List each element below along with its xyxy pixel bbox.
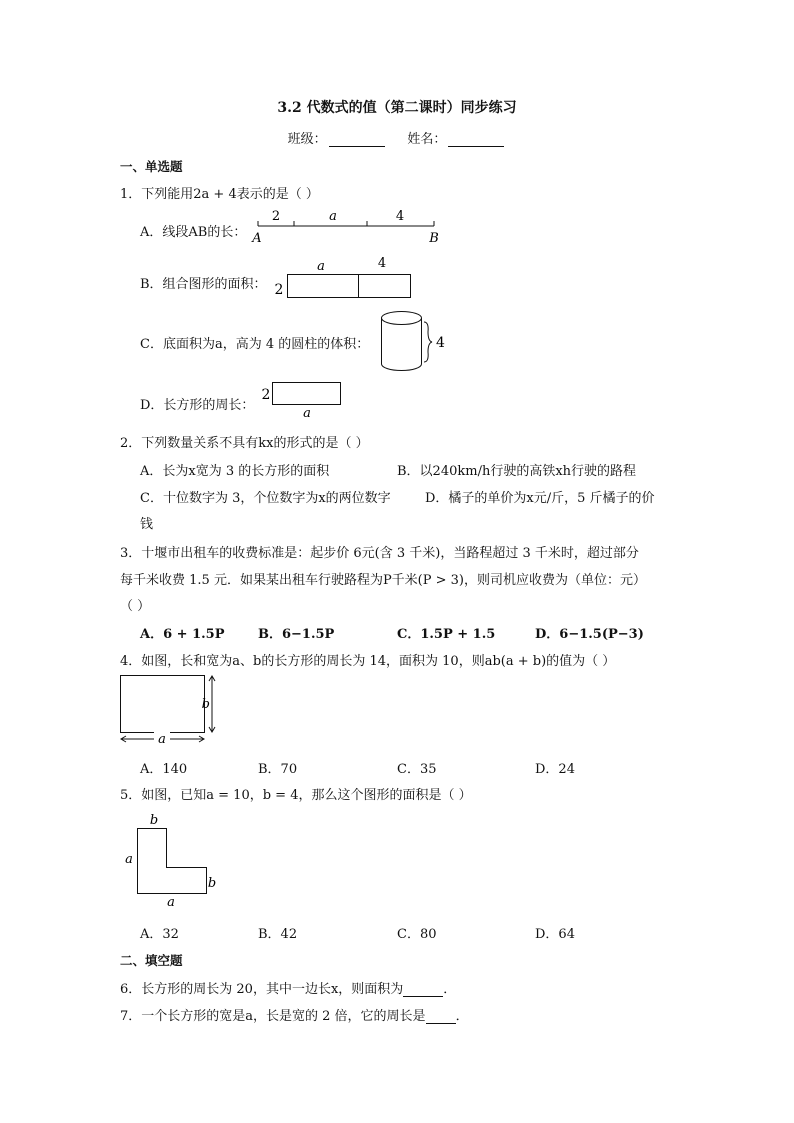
class-label: 班级： [287, 132, 327, 147]
q6-line [120, 978, 456, 997]
rect-d [273, 383, 341, 405]
q3-stem-line3: （ ） [120, 599, 151, 614]
rect-ab [121, 676, 205, 733]
q2-option-b[interactable]: B．以240km/h行驶的高铁xh行驶的路程 [397, 464, 637, 479]
section-heading-single-choice: 一、单选题 [120, 159, 183, 174]
height-brace [424, 322, 432, 362]
label-top-b: b [149, 813, 159, 828]
q1-figure-cylinder [376, 304, 446, 376]
q1-figure-segment [248, 206, 448, 246]
q6-text: 6．长方形的周长为 20，其中一边长x，则面积为 [120, 982, 404, 997]
name-label: 姓名： [407, 132, 447, 147]
q2-option-a[interactable]: A．长为x宽为 3 的长方形的面积 [140, 464, 330, 479]
q5-figure-l-shape [118, 810, 228, 910]
q3-stem-line2: 每千米收费 1.5 元．如果某出租车行驶路程为P千米(P > 3)，则司机应收费为（单位：元） [120, 573, 647, 588]
q7-text: 7．一个长方形的宽是a，长是宽的 2 倍，它的周长是 [120, 1009, 426, 1024]
student-info-line [0, 128, 794, 147]
q5-option-d[interactable]: D．64 [535, 927, 575, 942]
section-heading-fill-blank: 二、填空题 [120, 953, 183, 968]
q3-option-c[interactable]: C．1.5P + 1.5 [397, 627, 496, 642]
q2-option-d-cont: 钱 [140, 517, 154, 532]
side-label-2: 2 [261, 387, 271, 403]
q1-option-c[interactable]: C．底面积为a，高为 4 的圆柱的体积： [140, 337, 370, 352]
cylinder-bottom [382, 364, 422, 371]
q6-answer-blank[interactable] [403, 984, 443, 997]
l-shape-outline [138, 829, 207, 894]
q7-line [120, 1005, 469, 1024]
q1-option-b[interactable]: B．组合图形的面积： [140, 277, 267, 292]
seg-label-a: a [329, 209, 337, 224]
q2-stem: 2．下列数量关系不具有kx的形式的是（ ） [120, 436, 369, 451]
q3-stem-line1: 3．十堰市出租车的收费标准是：起步价 6元(含 3 千米)，当路程超过 3 千米时，超过部分 [120, 546, 639, 561]
q6-end: ． [443, 982, 457, 997]
label-bottom-a: a [167, 895, 175, 910]
q7-end: ． [455, 1009, 469, 1024]
q4-figure-rectangle [114, 670, 224, 748]
q1-stem: 1．下列能用2a + 4表示的是（ ） [120, 187, 319, 202]
q3-option-d[interactable]: D．6−1.5(P−3) [535, 627, 644, 642]
q2-option-d[interactable]: D．橘子的单价为x元/斤，5 斤橘子的价 [425, 491, 655, 506]
q1-option-a[interactable]: A．线段AB的长： [140, 225, 247, 240]
bottom-label-a: a [303, 406, 311, 420]
q1-figure-rectangle [258, 378, 348, 420]
q1-option-d[interactable]: D．长方形的周长： [140, 398, 255, 413]
class-blank[interactable] [329, 133, 385, 147]
q5-option-c[interactable]: C．80 [397, 927, 437, 942]
q5-option-a[interactable]: A．32 [140, 927, 179, 942]
seg-label-4: 4 [395, 209, 405, 224]
q1-figure-composite-rectangles [272, 252, 417, 302]
q4-option-c[interactable]: C．35 [397, 762, 437, 777]
point-b-label: B [429, 231, 439, 246]
cylinder-top [382, 312, 422, 325]
q4-option-d[interactable]: D．24 [535, 762, 575, 777]
label-left-a: a [125, 852, 133, 867]
label-a: a [158, 732, 166, 747]
rect-left [288, 275, 359, 298]
seg-label-2: 2 [271, 209, 281, 224]
label-right-b: b [207, 876, 217, 891]
q2-option-c[interactable]: C．十位数字为 3，个位数字为x的两位数字 [140, 491, 391, 506]
q5-option-b[interactable]: B．42 [258, 927, 298, 942]
q4-option-b[interactable]: B．70 [258, 762, 298, 777]
side-label-2: 2 [274, 282, 284, 298]
q4-stem: 4．如图，长和宽为a、b的长方形的周长为 14，面积为 10，则ab(a + b)的值为（ ） [120, 654, 616, 669]
q5-stem: 5．如图，已知a = 10，b = 4，那么这个图形的面积是（ ） [120, 788, 472, 803]
top-label-a: a [317, 259, 325, 274]
height-label-4: 4 [436, 335, 445, 351]
name-blank[interactable] [448, 133, 504, 147]
q3-option-b[interactable]: B．6−1.5P [258, 627, 335, 642]
point-a-label: A [252, 231, 262, 246]
label-b: b [201, 697, 210, 712]
q4-option-a[interactable]: A．140 [140, 762, 188, 777]
page-title: 3.2 代数式的值（第二课时）同步练习 [277, 100, 517, 116]
rect-right [359, 275, 411, 298]
q7-answer-blank[interactable] [426, 1011, 456, 1024]
q3-option-a[interactable]: A．6 + 1.5P [140, 627, 225, 642]
top-label-4: 4 [377, 256, 387, 271]
